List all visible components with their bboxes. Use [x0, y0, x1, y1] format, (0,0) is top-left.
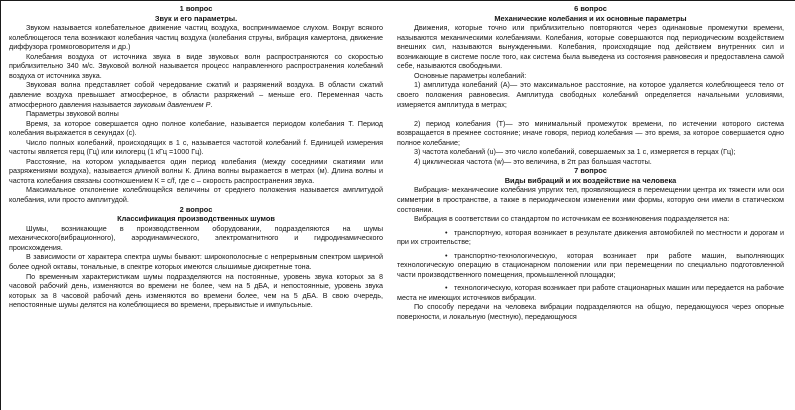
- spacer-q6-1: [397, 109, 784, 118]
- bullet-icon: •: [445, 227, 448, 237]
- question-1-heading: 1 вопрос: [179, 4, 213, 13]
- q7-bullet-text-2: транспортно-технологическую, которая возникает при работе машин, выполняющих технологическую операцию в стационарном положении или при перемещении по специально подготовленной части производственного помещения, промышленной площадки;: [397, 250, 784, 279]
- q2-paragraph-2: В зависимости от характера спектра шумы бывают: широкополосные с непрерывным спектром шириной более одной октавы, тональные, в спектре которых имеются слышимые дискретные тона.: [9, 252, 383, 271]
- q1-pressure-term: звуковым давлением Р: [133, 99, 211, 109]
- q6-item-1: 1) амплитуда колебаний (А)— это максимальное расстояние, на которое удаляется колеблющееся тело от своего положения равновесия. Амплитуда свободных колебаний определяется начальными условиями, измеряется амплитуда в метрах;: [397, 80, 784, 109]
- right-column: [389, 4, 784, 322]
- q7-paragraph-2: Вибрация в соответствии со стандартом по источникам ее возникновения подразделяется на:: [414, 214, 730, 224]
- q7-paragraph-1: Вибрация- механические колебания упругих тел, проявляющиеся в перемещении центра их тяжести или оси симметрии в пространстве, а также в периодическом изменении ими формы, которую они имели в статическом состоянии.: [397, 185, 784, 214]
- bullet-icon: •: [445, 283, 448, 293]
- q1-pressure-text-post: .: [210, 99, 213, 109]
- q7-closing-paragraph: По способу передачи на человека вибрации подразделяются на общую, передающуюся через опорные поверхности, и локальную (местную), передающуюся: [397, 302, 784, 321]
- q1-paragraph-6: Максимальное отклонение колеблющейся величины от среднего положения называется амплитудой колебания, или просто амплитудой.: [9, 185, 383, 205]
- question-7-title: Виды вибраций и их воздействие на человека: [504, 175, 677, 185]
- q6-subheading: Основные параметры колебаний:: [414, 70, 527, 80]
- question-6-heading: 6 вопрос: [574, 4, 607, 13]
- bullet-icon: •: [445, 250, 448, 260]
- q7-bullet-text-3: технологическую, которая возникает при работе стационарных машин или передается на рабочие места не имеющих источников вибрации.: [397, 283, 784, 302]
- question-6-title: Механические колебания и их основные параметры: [494, 13, 687, 23]
- question-7-heading: 7 вопрос: [574, 166, 607, 176]
- q1-pressure-paragraph: [9, 80, 383, 109]
- q6-item-3: 3) частота колебаний (u)— это число колебаний, совершаемых за 1 с, измеряется в герцах (Гц);: [414, 147, 736, 157]
- q6-paragraph-1: Движения, которые точно или приблизительно повторяются через одинаковые промежутки времени, называются механическими колебаниями. Колебания, которые совершаются под периодическим воздействием внешних сил, называются вынужденными. Колебания, происходящие под действием внутренних сил и возникающие в системе после того, как система была выведена из состояния равновесия и предоставлена самой себе, называются свободными.: [397, 23, 784, 71]
- q1-paragraph-5: Расстояние, на котором укладывается один период колебания (между соседними сжатиями или разряжениями воздуха), называется длиной волны К. Длина волны выражается в метрах (м). Длина волны и частота колебания связаны соотношением К = c/f, где с – скорость распространения звука.: [9, 156, 383, 185]
- q2-paragraph-1: Шумы, возникающие в производственном оборудовании, подразделяются на шумы механического(вибрационного), аэродинамического, электромагнитного и гидродинамического происхождения.: [9, 223, 383, 252]
- q6-item-2: 2) период колебания (Т)— это минимальный промежуток времени, по истечении которого система возвращается в прежнее состояние; иначе говоря, период колебания — это время, за которое совершается одно полное колебание;: [397, 118, 784, 147]
- left-column: [9, 4, 389, 310]
- q7-bullet-text-1: транспортную, которая возникает в результате движения автомобилей по местности и дорогам и при их строительстве;: [397, 227, 784, 247]
- q1-paragraph-2: Колебания воздуха от источника звука в виде звуковых волн распространяются со скоростью приблизительно 340 м/с. Звуковой волной называется процесс направленного распространения колебаний воздуха от источника звука.: [9, 51, 383, 80]
- question-2-heading: 2 вопрос: [179, 204, 213, 214]
- two-column-layout: [1, 4, 795, 322]
- q1-paragraph-1: Звуком называется колебательное движение частиц воздуха, воспринимаемое слухом. Вокруг всякого колеблющегося тела возникают колебания частиц воздуха (колебания струны, вибрация камертона, движение диффузора громкоговорителя и др.): [9, 23, 383, 52]
- q2-paragraph-3: По временным характеристикам шумы подразделяются на постоянные, уровень звука которых за 8 часовой рабочий день, изменяются во времени не более, чем на 5 дБА, и непостоянные, уровень звука которых за 8 часовой рабочий день изменяются во времени более, чем на 5 дБА. В свою очередь, непостоянные шумы делятся на колеблющиеся во времени, прерывистые и импульсьные.: [9, 271, 383, 310]
- q7-bullet-item-1: [397, 228, 784, 247]
- q1-paragraph-4: Число полных колебаний, происходящих в 1 с, называется частотой колебаний f. Единицей измерения частоты является герц (Гц) или килогерц (1 кГц =1000 Гц).: [9, 137, 383, 157]
- q6-item-4: 4) циклическая частота (w)— это величина, в 2π раз большая частоты.: [414, 156, 652, 166]
- question-2-title: Классификация производственных шумов: [117, 214, 275, 224]
- q1-pressure-text-pre: Звуковая волна представляет собой чередование сжатий и разряжений воздуха. В области сжатий давление воздуха превышает атмосферное, в области разряжений – меньше его. Переменная часть атмосферного давления называется: [9, 80, 383, 109]
- q1-paragraph-3: Время, за которое совершается одно полное колебание, называется периодом колебания Т. Период колебания выражается в секундах (с).: [9, 118, 383, 138]
- q7-bullet-item-3: [397, 283, 784, 302]
- q7-bullet-item-2: [397, 251, 784, 280]
- question-1-title: Звук и его параметры.: [154, 13, 238, 23]
- q1-subheading: Параметры звуковой волны: [26, 109, 119, 119]
